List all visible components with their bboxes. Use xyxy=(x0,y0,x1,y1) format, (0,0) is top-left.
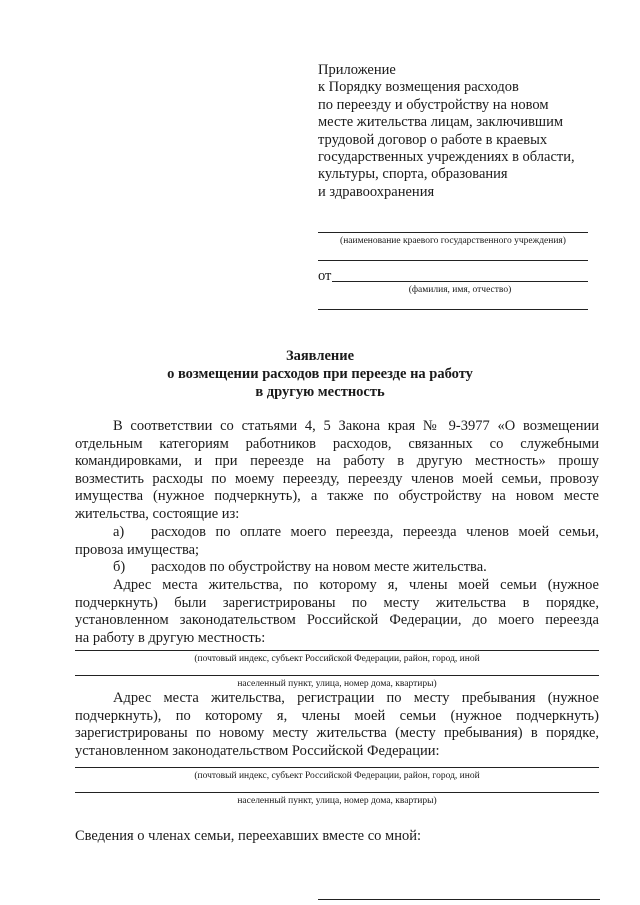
appendix-line: культуры, спорта, образования xyxy=(318,166,508,183)
list-item-text: провоза имущества; xyxy=(75,541,200,558)
text-line: Сведения о членах семьи, переехавших вместе со мной: xyxy=(75,828,422,844)
new-address-caption-2: населенный пункт, улица, номер дома, квартиры) xyxy=(237,796,437,806)
text-line: подчеркнуть) были зарегистрированы по месту жительства в порядке, xyxy=(75,594,599,611)
text-line: Адрес места жительства, по которому я, члены моей семьи (нужное xyxy=(113,577,599,593)
paragraph-request xyxy=(75,418,599,524)
list-item-a xyxy=(75,524,599,559)
list-item-text: расходов по оплате моего переезда, переезда членов моей семьи, xyxy=(151,524,599,540)
institution-caption: (наименование краевого государственного учреждения) xyxy=(340,236,566,246)
list-item-b xyxy=(75,559,599,577)
new-address-line-2[interactable] xyxy=(75,792,599,793)
appendix-line: по переезду и обустройству на новом xyxy=(318,96,549,113)
text-line: жительства, состоящие из: xyxy=(75,505,240,522)
new-address-caption-1: (почтовый индекс, субъект Российской Федерации, район, город, иной xyxy=(194,771,480,781)
old-address-caption-2: населенный пункт, улица, номер дома, квартиры) xyxy=(237,679,437,689)
institution-name-line[interactable] xyxy=(318,232,588,233)
family-heading xyxy=(75,828,599,846)
document-title: Заявление xyxy=(285,348,355,364)
text-line: имущества (нужное подчеркнуть), а также по обустройству на новом месте xyxy=(75,488,599,505)
fio-line-2[interactable] xyxy=(318,309,588,310)
old-address-caption-1: (почтовый индекс, субъект Российской Федерации, район, город, иной xyxy=(194,654,480,664)
from-label: от xyxy=(318,268,332,284)
old-address-line-2[interactable] xyxy=(75,675,599,676)
list-marker-a: а) xyxy=(113,524,125,540)
institution-name-line-2[interactable] xyxy=(318,260,588,261)
paragraph-new-address xyxy=(75,690,599,760)
family-table-top-border xyxy=(318,899,600,900)
text-line: возместить расходы по моему переезду, переезду членов моей семьи, провозу xyxy=(75,470,599,487)
list-item-text: расходов по обустройству на новом месте жительства. xyxy=(151,559,487,575)
text-line: отдельным категориям работников расходов, связанных со служебными xyxy=(75,435,599,452)
old-address-line-1[interactable] xyxy=(75,650,599,651)
text-line: В соответствии со статьями 4, 5 Закона края № 9-3977 «О возмещении xyxy=(113,418,599,434)
appendix-line: к Порядку возмещения расходов xyxy=(318,79,519,96)
text-line: Адрес места жительства, регистрации по месту пребывания (нужное xyxy=(113,690,599,706)
new-address-line-1[interactable] xyxy=(75,767,599,768)
text-line: подчеркнуть), по которому я, члены моей семьи (нужное подчеркнуть) xyxy=(75,707,599,724)
list-marker-b: б) xyxy=(113,559,126,575)
fio-caption: (фамилия, имя, отчество) xyxy=(408,285,512,295)
document-subtitle-line-2: в другую местность xyxy=(255,384,385,400)
document-subtitle-line-1: о возмещении расходов при переезде на работу xyxy=(167,366,473,382)
appendix-header xyxy=(318,62,618,201)
appendix-line: государственных учреждениях в области, xyxy=(318,149,575,166)
fio-line[interactable] xyxy=(332,281,588,282)
text-line: командировками, и при переезде на работу в другую местность» прошу xyxy=(75,453,599,470)
text-line: на работу в другую местность: xyxy=(75,629,266,646)
appendix-line: трудовой договор о работе в краевых xyxy=(318,131,548,148)
text-line: установленном законодательством Российской Федерации, до моего переезда xyxy=(75,612,599,629)
text-line: зарегистрированы по новому месту жительства (месту пребывания) в порядке, xyxy=(75,725,599,742)
paragraph-old-address xyxy=(75,577,599,647)
appendix-line: Приложение xyxy=(318,62,396,78)
text-line: установленном законодательством Российской Федерации: xyxy=(75,742,440,759)
appendix-line: месте жительства лицам, заключившим xyxy=(318,114,564,131)
appendix-line: и здравоохранения xyxy=(318,183,435,200)
